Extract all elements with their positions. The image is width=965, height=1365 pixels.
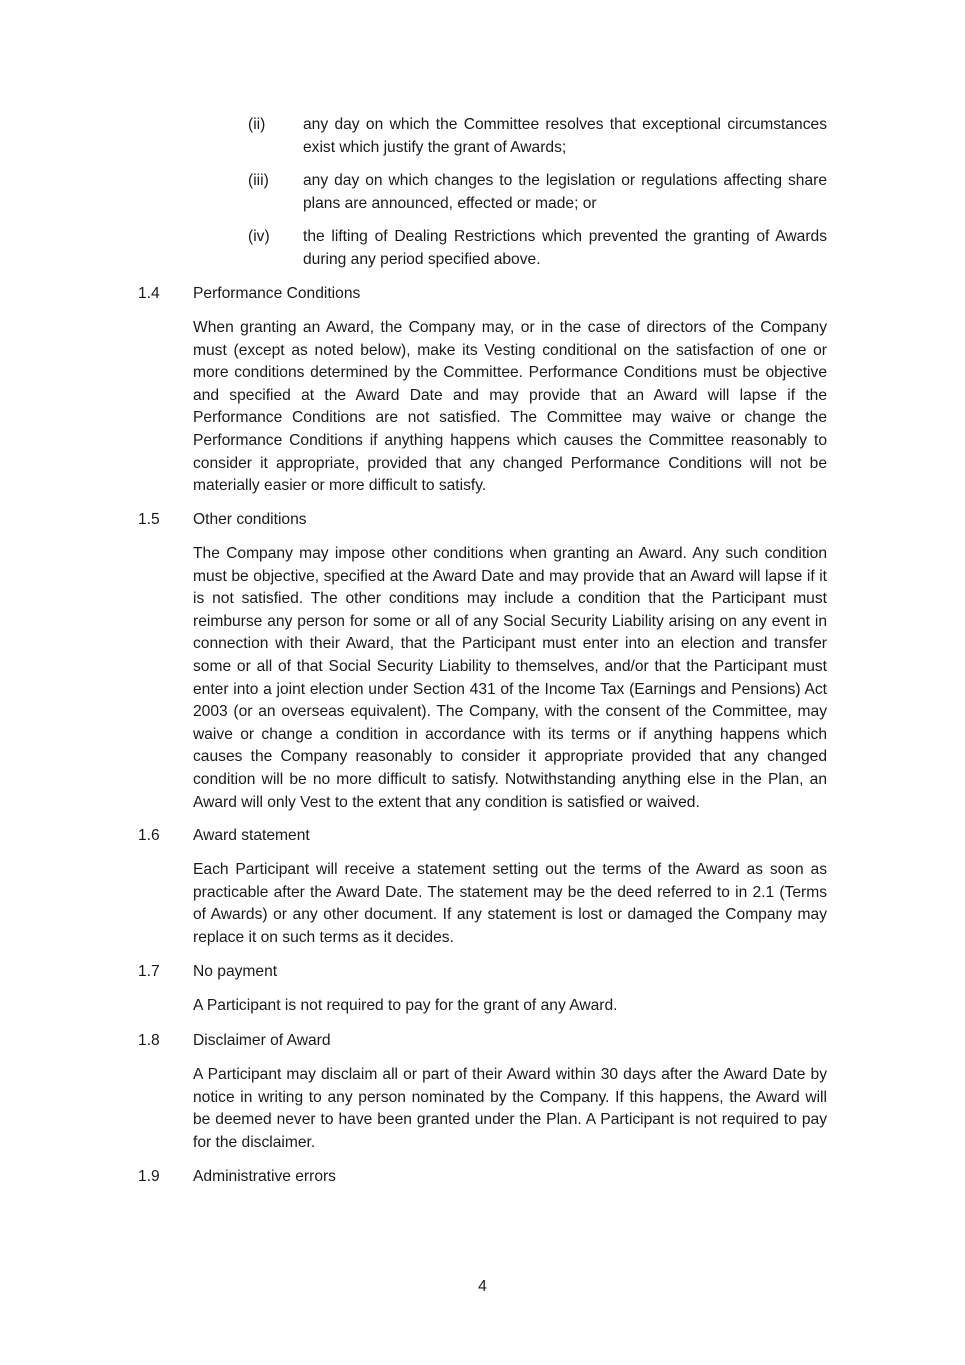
section-heading-1-6 [138,825,827,848]
section-number: 1.7 [138,963,160,980]
section-number: 1.4 [138,285,160,302]
section-number: 1.9 [138,1168,160,1185]
section-number: 1.8 [138,1032,160,1049]
list-item-text: the lifting of Dealing Restrictions which prevented the granting of Awards during any period specified above. [303,228,827,268]
list-item-number: (iii) [248,172,269,189]
section-heading-1-8 [138,1030,827,1053]
section-title: Other conditions [193,511,307,528]
section-body-1-7: A Participant is not required to pay for the grant of any Award. [193,997,618,1014]
list-item-number: (ii) [248,116,266,133]
section-title: Administrative errors [193,1168,336,1185]
list-item-number: (iv) [248,228,270,245]
section-heading-1-5 [138,509,827,532]
section-body-1-6: Each Participant will receive a statement setting out the terms of the Award as soon as practicable after the Award Date. The statement may be the deed referred to in 2.1 (Terms of Awards) or any other document. If any statement is lost or damaged the Company may replace it on such terms as it decides. [193,861,827,946]
section-title: Disclaimer of Award [193,1032,331,1049]
list-item-ii [248,114,827,159]
page-number: 4 [478,1278,487,1295]
section-title: Award statement [193,827,310,844]
section-body-1-4: When granting an Award, the Company may, or in the case of directors of the Company must (except as noted below), make its Vesting conditional on the satisfaction of one or more conditions determined by the Committee. Performance Conditions must be objective and specified at the Award Date and may provide that an Award will lapse if the Performance Conditions are not satisfied. The Committee may waive or change the Performance Conditions if anything happens which causes the Committee reasonably to consider it appropriate, provided that any changed Performance Conditions will not be materially easier or more difficult to satisfy. [193,319,827,495]
list-item-iv [248,226,827,271]
section-title: Performance Conditions [193,285,361,302]
section-heading-1-9 [138,1166,827,1189]
list-item-text: any day on which changes to the legislation or regulations affecting share plans are announced, effected or made; or [303,172,827,212]
section-heading-1-4 [138,283,827,306]
section-body-1-8: A Participant may disclaim all or part of their Award within 30 days after the Award Date by notice in writing to any person nominated by the Company. If this happens, the Award will be deemed never to have been granted under the Plan. A Participant is not required to pay for the disclaimer. [193,1066,827,1151]
list-item-iii [248,170,827,215]
section-title: No payment [193,963,278,980]
list-item-text: any day on which the Committee resolves that exceptional circumstances exist which justify the grant of Awards; [303,116,827,156]
section-number: 1.5 [138,511,160,528]
section-heading-1-7 [138,961,827,984]
section-number: 1.6 [138,827,160,844]
section-body-1-5: The Company may impose other conditions when granting an Award. Any such condition must be objective, specified at the Award Date and may provide that an Award will lapse if it is not satisfied. The other conditions may include a condition that the Participant must reimburse any person for some or all of any Social Security Liability arising on any event in connection with their Award, that the Participant must enter into an election and transfer some or all of that Social Security Liability to themselves, and/or that the Participant must enter into a joint election under Section 431 of the Income Tax (Earnings and Pensions) Act 2003 (or an overseas equivalent). The Company, with the consent of the Committee, may waive or change a condition in accordance with its terms or if anything happens which causes the Company reasonably to consider it appropriate provided that any changed condition will be no more difficult to satisfy. Notwithstanding anything else in the Plan, an Award will only Vest to the extent that any condition is satisfied or waived. [193,545,827,811]
